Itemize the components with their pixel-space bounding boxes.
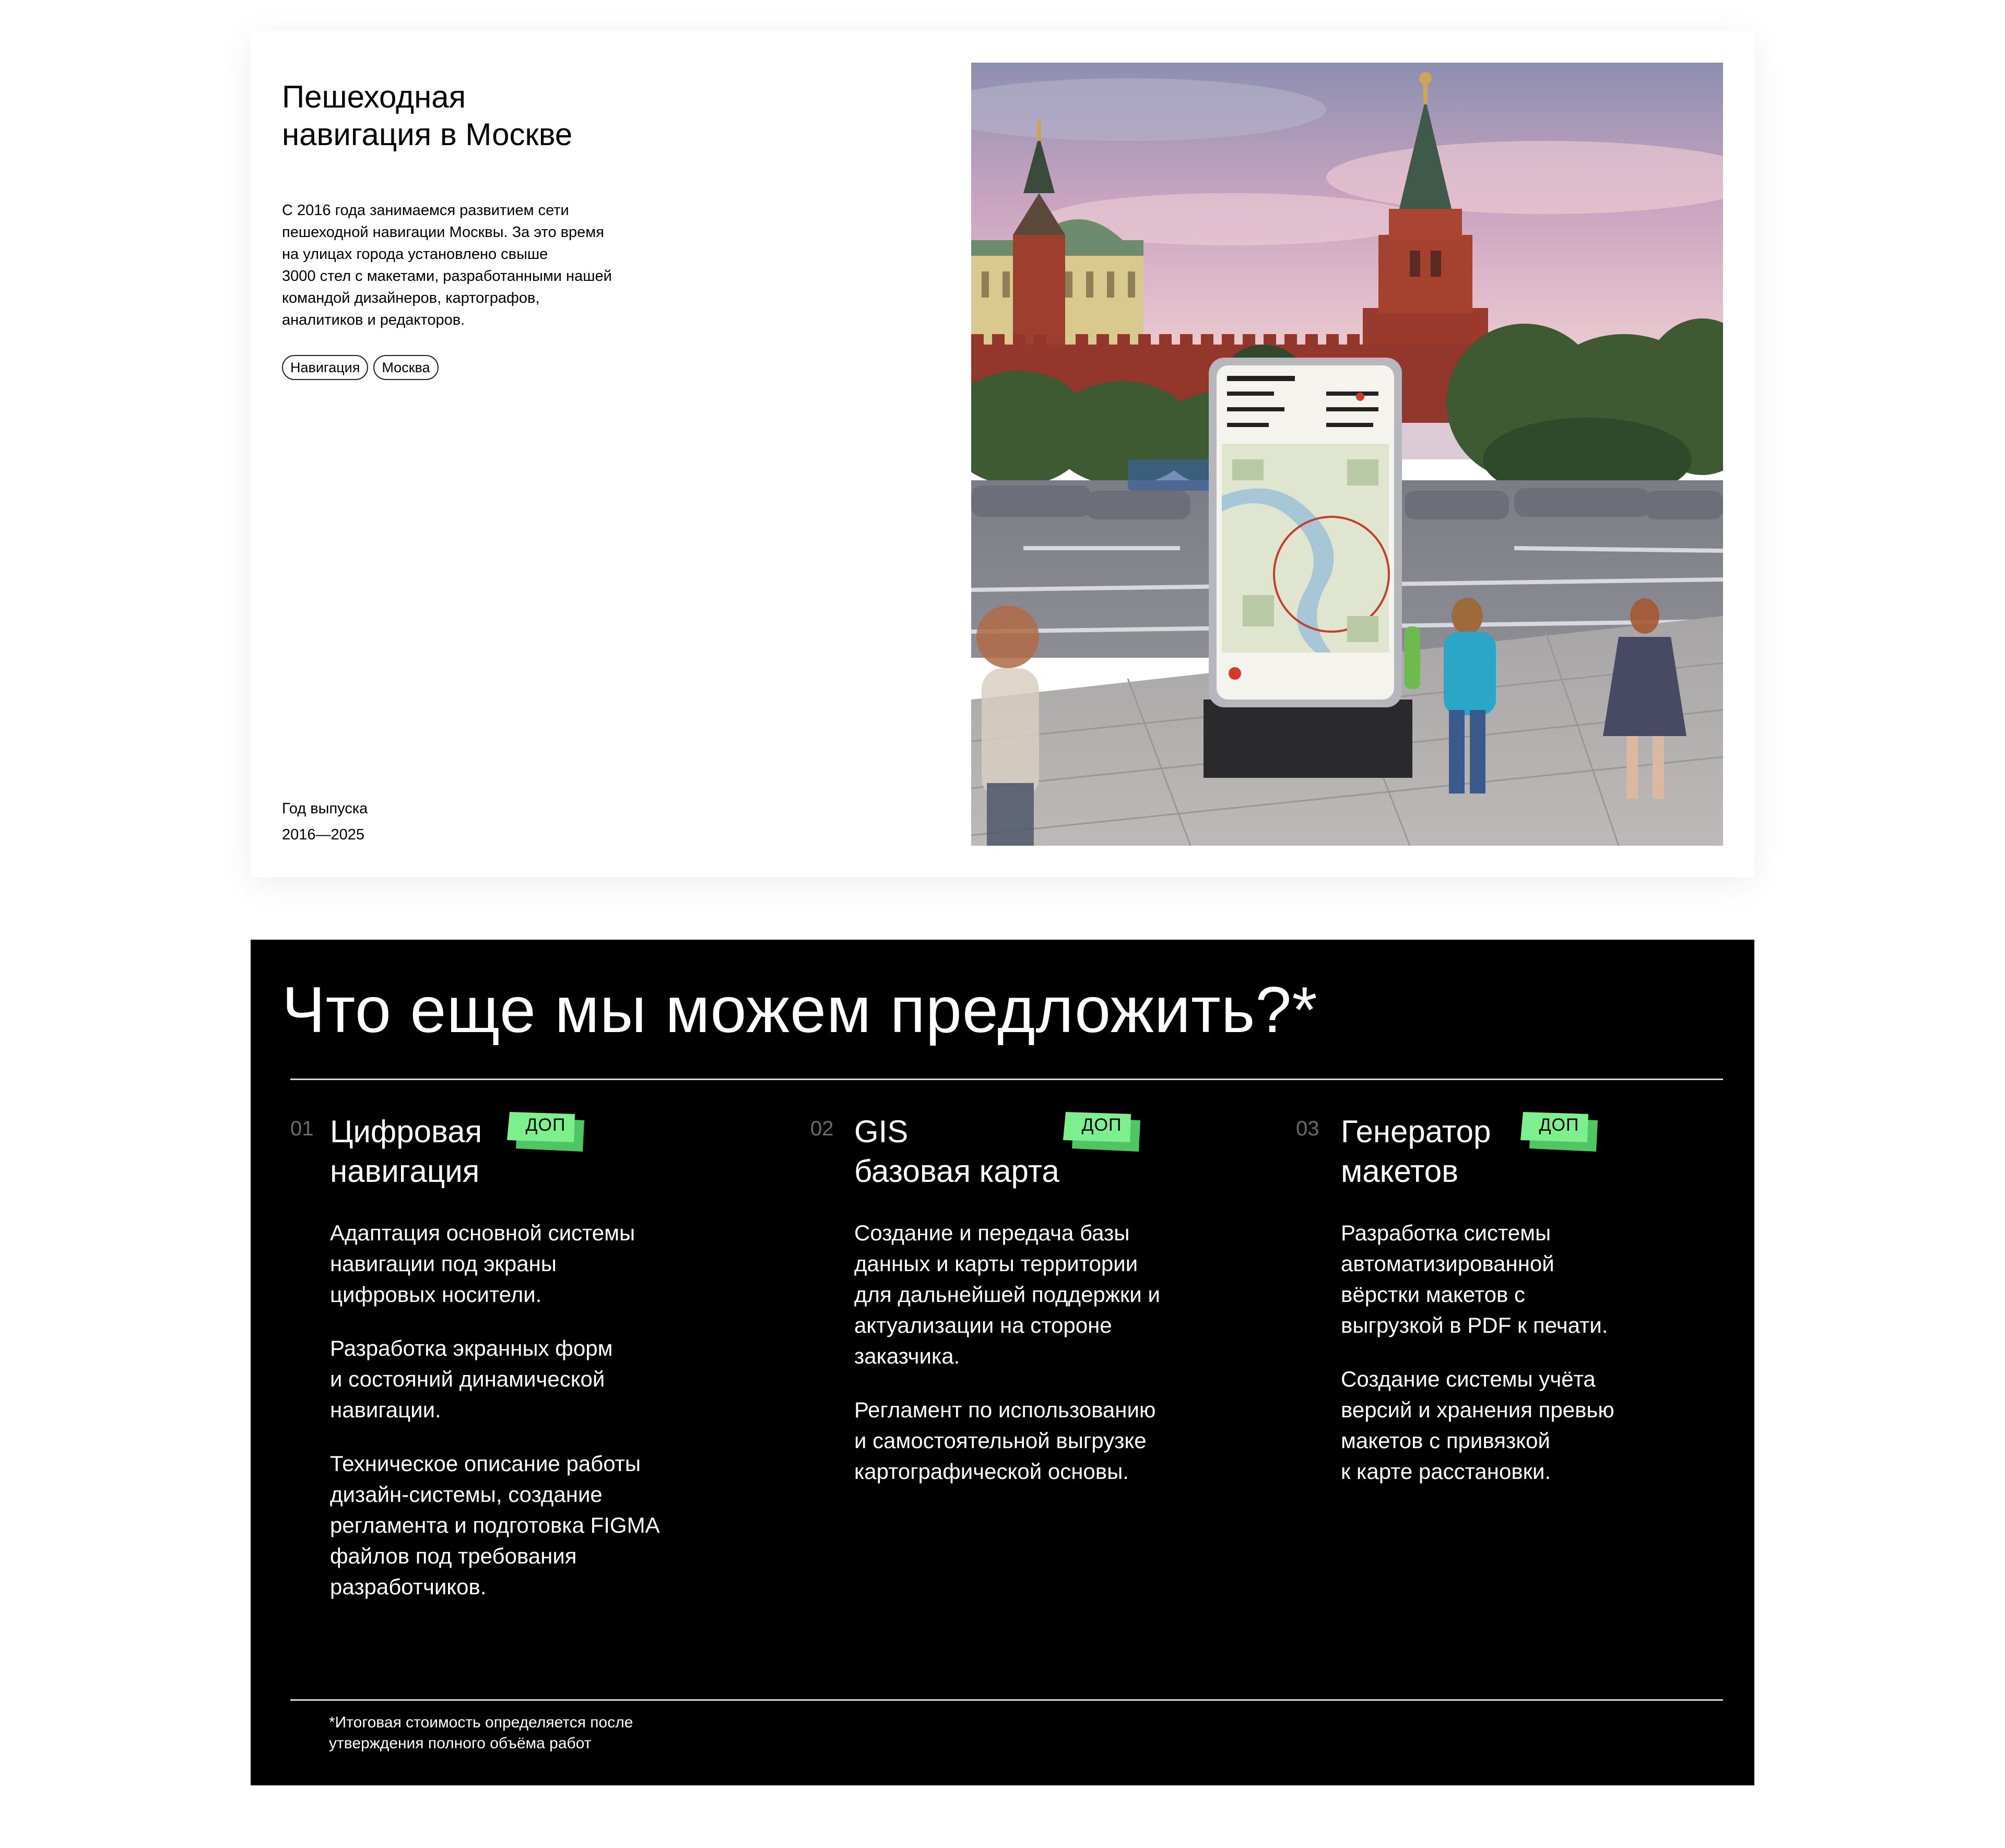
divider-top: [290, 1079, 1723, 1080]
addon-badge: [1520, 1112, 1604, 1156]
column-number: 02: [810, 1117, 834, 1140]
column-paragraph: Разработка системы автоматизированной вёрстки макетов с выгрузкой в PDF к печати.: [1341, 1221, 1608, 1337]
addon-badge-label: ДОП: [525, 1115, 566, 1135]
offer-section: [251, 940, 1754, 1785]
addon-badge-label: ДОП: [1539, 1115, 1579, 1135]
year-value: 2016—2025: [282, 826, 365, 843]
column-title: Генератор макетов: [1341, 1114, 1491, 1189]
column-paragraph: Техническое описание работы дизайн-системы, создание регламента и подготовка FIGMA файлов под требования разработчиков.: [330, 1451, 660, 1599]
column-paragraph: Адаптация основной системы навигации под экраны цифровых носители.: [330, 1221, 635, 1307]
divider-bottom: [290, 1699, 1723, 1701]
column-paragraphs: [854, 1217, 1160, 1510]
offer-title: Что еще мы можем предложить?*: [282, 974, 1318, 1046]
column-title: GIS базовая карта: [854, 1114, 1059, 1189]
project-description: С 2016 года занимаемся развитием сети пешеходной навигации Москвы. За это время на улицах города установлено свыше 3000 стел с макетами, разработанными нашей командой дизайнеров, картографов, аналитиков и редакторов.: [282, 202, 612, 328]
project-card[interactable]: [251, 31, 1754, 877]
addon-badge: [1063, 1112, 1147, 1156]
column-paragraph: Создание системы учёта версий и хранения превью макетов с привязкой к карте расстановки.: [1341, 1367, 1614, 1484]
column-paragraphs: [1341, 1217, 1614, 1510]
tag-list: [282, 355, 439, 380]
column-number: 03: [1296, 1117, 1319, 1140]
footnote: *Итоговая стоимость определяется после утверждения полного объёма работ: [329, 1714, 633, 1752]
tag-navigation[interactable]: Навигация: [282, 355, 368, 380]
addon-badge: [507, 1112, 591, 1156]
column-paragraphs: [330, 1217, 660, 1625]
column-title: Цифровая навигация: [330, 1114, 482, 1189]
addon-badge-label: ДОП: [1081, 1115, 1122, 1135]
column-paragraph: Разработка экранных форм и состояний динамической навигации.: [330, 1336, 613, 1422]
column-paragraph: Регламент по использованию и самостоятельной выгрузке картографической основы.: [854, 1397, 1156, 1484]
column-paragraph: Создание и передача базы данных и карты территории для дальнейшей поддержки и актуализации на стороне заказчика.: [854, 1221, 1160, 1368]
project-title: Пешеходная навигация в Москве: [282, 79, 573, 152]
year-label: Год выпуска: [282, 800, 368, 817]
column-number: 01: [290, 1117, 314, 1140]
project-photo: [971, 63, 1723, 846]
tag-moscow[interactable]: Москва: [373, 355, 438, 380]
